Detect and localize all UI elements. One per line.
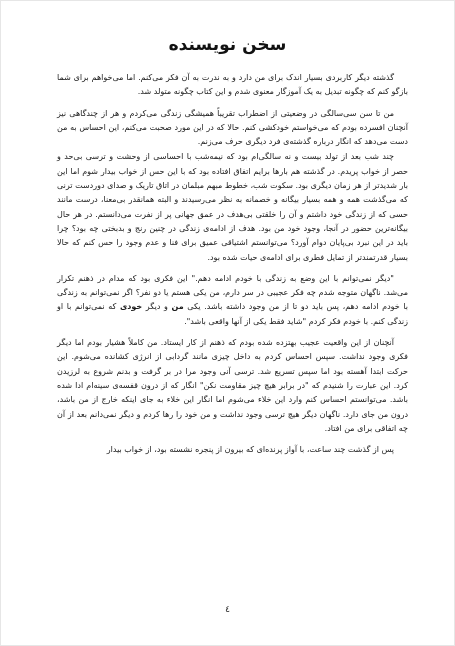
paragraph-4-part-a: "دیگر نمی‌توانم با این وضع به زندگی با خودم ادامه دهم." این فکری بود که مدام در ذهنم تکرار می‌شد. ناگهان متوجه شدم چه فکر عجیبی در سر دارم، من یکی هستم یا دو نفر؟ اگر نمی‌توانم به زندگی با خودم ادامه دهم، پس باید دو تا از من وجود داشته باشد. یکی (57, 273, 409, 312)
paragraph-4-part-c: که نمی‌توانم با او زندگی کنم. با خودم فکر کردم "شاید فقط یکی از آنها واقعی باشد". (57, 302, 408, 326)
chapter-title: سخن نویسنده (168, 35, 287, 55)
body-text (57, 71, 408, 464)
paragraph-4 (57, 272, 408, 329)
paragraph-2: من تا سن سی‌سالگی در وضعیتی از اضطراب تقریباً همیشگی زندگی می‌کردم و هر از چندگاهی نیز آنچنان افسرده بودم که می‌خواستم خودکشی کنم. حالا که در این مورد صحبت می‌کنم، این احساس به من دست می‌دهد که انگار درباره گذشته‌ی فرد دیگری حرف می‌زنم. (57, 108, 408, 147)
paragraph-3: چند شب بعد از تولد بیست و نه سالگی‌ام بود که نیمه‌شب با احساسی از وحشت و ترسی بی‌حد و حصر از خواب پریدم. در گذشته هم بارها برایم اتفاق افتاده بود که با این حس از خواب بیدار شوم اما این بار شدیدتر از هر زمان دیگری بود. سکوت شب، خطوط مبهم مبلمان در اتاق تاریک و صدای دوردست ترنی که می‌گذشت همه و همه بسیار بیگانه و خصمانه به نظر می‌رسیدند و البته همانقدر بی‌معنا، درست مانند حسی که از زندگی خود داشتم و آن را خلقتی بی‌هدف در عمق جهانی پر از نفرت می‌دانستم. در هر حال بیگانه‌ترین حضور در آنجا، وجود خود من بود. هدف از ادامه‌ی زندگی در چنین رنج و بدبختی چه بود؟ چرا باید در این نبرد بی‌پایان دوام آورد؟ می‌توانستم اشتیاقی عمیق برای فنا و عدم وجود را حس کنم که حالا بسیار قدرتمندتر از تمایل فطری برای ادامه‌ی حیات شده بود. (57, 152, 408, 262)
paragraph-5: آنچنان از این واقعیت عجیب بهتزده شده بودم که ذهنم از کار ایستاد. من کاملاً هشیار بودم اما دیگر فکری وجود نداشت. سپس احساس کردم به داخل چیزی مانند گردابی از انرژی کشانده می‌شوم. این حرکت ابتدا آهسته بود اما سپس تسریع شد. ترسی آنی وجود مرا در بر گرفت و بدنم شروع به لرزیدن کرد. این عبارت را شنیدم که "در برابر هیچ چیز مقاومت نکن" انگار که از درون قفسه‌ی سینه‌ام ادا شده باشد. می‌توانستم احساس کنم وارد این خلاء می‌شوم اما انگار این خلاء به جای اینکه خارج از من باشد، درون من جای دارد. ناگهان دیگر هیچ ترسی وجود نداشت و من خود را رها کردم و دیگر نمی‌دانم بعد از آن چه اتفاقی برای من افتاد. (57, 338, 408, 433)
paragraph-4-part-b: و دیگر (142, 302, 172, 312)
paragraph-4-bold-1: من (171, 302, 184, 312)
paragraph-4-bold-2: خودی (119, 302, 143, 312)
paragraph-1: گذشته دیگر کاربردی بسیار اندک برای من دارد و به ندرت به آن فکر می‌کنم. اما می‌خواهم برای شما بازگو کنم که چگونه تبدیل به یک آموزگار معنوی شدم و این کتاب چگونه متولد شد. (57, 73, 408, 97)
paragraph-6: پس از گذشت چند ساعت، با آواز پرنده‌ای که بیرون از پنجره نشسته بود، از خواب بیدار (106, 445, 394, 455)
page-number: ٤ (225, 605, 230, 615)
